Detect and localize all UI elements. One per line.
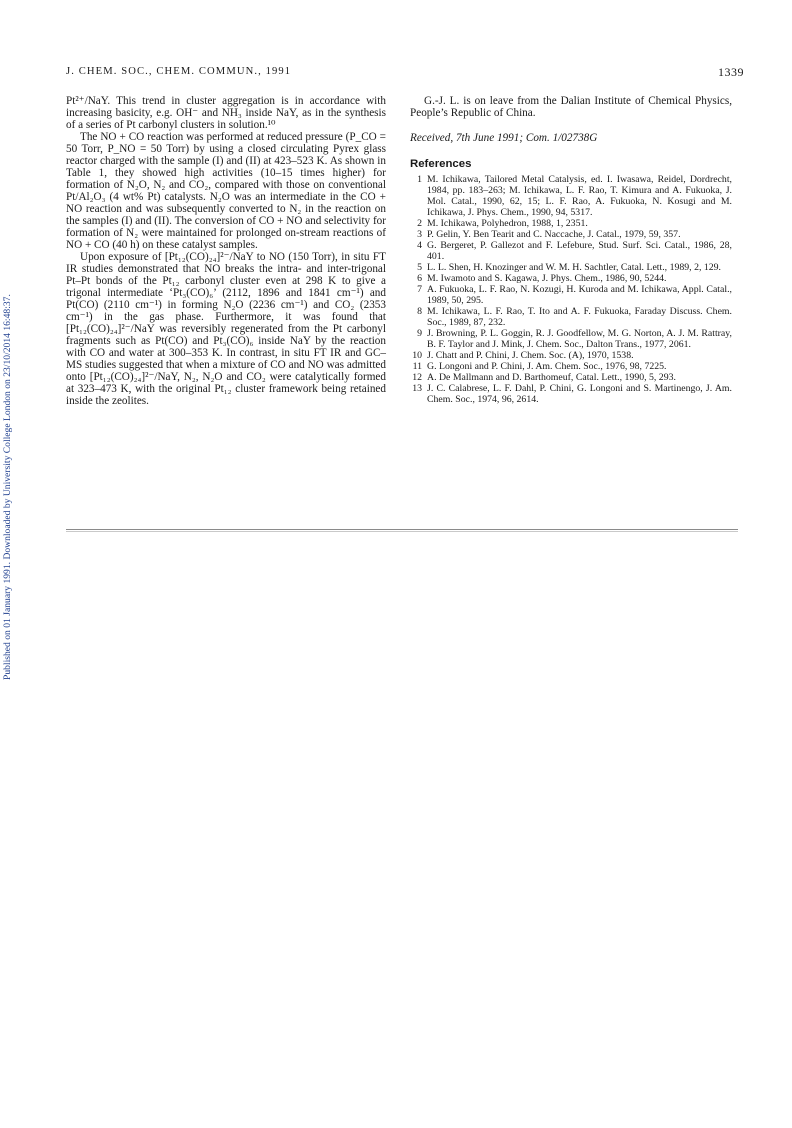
running-head [66,65,744,82]
reference-text: J. C. Calabrese, L. F. Dahl, P. Chini, G. Longoni and S. Martinengo, J. Am. Chem. Soc., 1974, 96, 2614. [427,383,732,405]
received-line: Received, 7th June 1991; Com. 1/02738G [410,132,598,144]
reference-item [410,240,732,262]
reference-number: 10 [412,350,422,361]
reference-text: A. De Mallmann and D. Barthomeuf, Catal. Lett., 1990, 5, 293. [427,372,676,383]
right-column [410,95,732,405]
paragraph-1: Pt²⁺/NaY. This trend in cluster aggregation is in accordance with increasing basicity, e.g. OH⁻ and NH₃ inside NaY, as in the synthesis of a series of Pt carbonyl clusters in solution.¹⁰ [66,95,386,131]
reference-number: 9 [417,328,422,339]
reference-number: 12 [412,372,422,383]
journal-title: J. CHEM. SOC., CHEM. COMMUN., 1991 [66,66,292,77]
reference-text: M. Ichikawa, Tailored Metal Catalysis, ed. I. Iwasawa, Reidel, Dordrecht, 1984, pp. 183–263; M. Ichikawa, L. F. Rao, T. Kimura and A. Fukuoka, J. Mol. Catal., 1990, 62, 15; L. F. Rao, A. Fukuoka, N. Kosugi and M. Ichikawa, J. Phys. Chem., 1990, 94, 5317. [427,174,732,218]
page-number: 1339 [718,65,744,79]
reference-text: M. Ichikawa, L. F. Rao, T. Ito and A. F. Fukuoka, Faraday Discuss. Chem. Soc., 1989, 87, 232. [427,306,732,328]
reference-number: 6 [417,273,422,284]
download-watermark-text: Published on 01 January 1991. Downloaded by University College London on 23/10/2014 16:48:37. [2,294,13,680]
references-list [410,174,732,405]
paragraph-2: The NO + CO reaction was performed at reduced pressure (P_CO = 50 Torr, P_NO = 50 Torr) by using a closed circulating Pyrex glass reactor charged with the sample (I) and (II) at 423–523 K. As shown in Table 1, they showed high activities (10–15 times higher) for formation of N₂O, N₂ and CO₂, compared with those on conventional Pt/Al₂O₃ (4 wt% Pt) catalysts. N₂O was an intermediate in the CO + NO reaction and was subsequently converted to N₂ in the reaction on the samples (I) and (II). The conversion of CO + NO and selectivity for formation of N₂ were maintained for prolonged on-stream reactions of NO + CO (40 h) on these catalyst samples. [66,131,386,251]
reference-item [410,328,732,350]
reference-text: L. L. Shen, H. Knozinger and W. M. H. Sachtler, Catal. Lett., 1989, 2, 129. [427,262,722,273]
paragraph-3: Upon exposure of [Pt₁₂(CO)₂₄]²⁻/NaY to NO (150 Torr), in situ FT IR studies demonstrated that NO breaks the intra- and inter-trigonal Pt–Pt bonds of the Pt₁₂ carbonyl cluster even at 298 K to give a trigonal intermediate ‘Pt₃(CO)₆’ (2112, 1896 and 1841 cm⁻¹) and Pt(CO) (2110 cm⁻¹) in forming N₂O (2236 cm⁻¹) and CO₂ (2353 cm⁻¹) in the gas phase. Furthermore, it was found that [Pt₁₂(CO)₂₄]²⁻/NaY was reversibly regenerated from the Pt carbonyl fragments such as Pt(CO) and Pt₃(CO)₆ inside NaY by the reaction with CO and water at 300–353 K. In contrast, in situ FT IR and GC–MS studies suggested that when a mixture of CO and NO was admitted onto [Pt₁₂(CO)₂₄]²⁻/NaY, N₂, N₂O and CO₂ were catalytically formed at 323–473 K, with the original Pt₁₂ cluster framework being retained inside the zeolites. [66,251,386,407]
reference-number: 8 [417,306,422,317]
reference-item [410,306,732,328]
reference-item [410,273,732,284]
reference-text: G. Bergeret, P. Gallezot and F. Lefebure, Stud. Surf. Sci. Catal., 1986, 28, 401. [427,240,732,262]
reference-item [410,350,732,361]
reference-number: 13 [412,383,422,394]
reference-item [410,218,732,229]
references-heading: References [410,158,472,170]
reference-item [410,372,732,383]
reference-text: A. Fukuoka, L. F. Rao, N. Kozugi, H. Kuroda and M. Ichikawa, Appl. Catal., 1989, 50, 295. [427,284,732,306]
end-rule-secondary [66,531,738,532]
reference-number: 7 [417,284,422,295]
reference-number: 2 [417,218,422,229]
left-column [66,95,386,407]
reference-item [410,361,732,372]
reference-number: 11 [412,361,422,372]
reference-item [410,229,732,240]
reference-item [410,383,732,405]
reference-text: G. Longoni and P. Chini, J. Am. Chem. Soc., 1976, 98, 7225. [427,361,667,372]
reference-number: 3 [417,229,422,240]
reference-number: 4 [417,240,422,251]
reference-text: M. Ichikawa, Polyhedron, 1988, 1, 2351. [427,218,588,229]
reference-item [410,174,732,218]
reference-text: P. Gelin, Y. Ben Tearit and C. Naccache, J. Catal., 1979, 59, 357. [427,229,681,240]
acknowledgement: G.-J. L. is on leave from the Dalian Institute of Chemical Physics, People’s Republic of China. [410,95,732,119]
reference-text: J. Browning, P. L. Goggin, R. J. Goodfellow, M. G. Norton, A. J. M. Rattray, B. F. Taylor and J. Mink, J. Chem. Soc., Dalton Trans., 1977, 2061. [427,328,732,350]
reference-number: 5 [417,262,422,273]
reference-item [410,284,732,306]
reference-text: J. Chatt and P. Chini, J. Chem. Soc. (A), 1970, 1538. [427,350,634,361]
reference-text: M. Iwamoto and S. Kagawa, J. Phys. Chem., 1986, 90, 5244. [427,273,667,284]
end-rule [66,529,738,530]
reference-number: 1 [417,174,422,185]
reference-item [410,262,732,273]
